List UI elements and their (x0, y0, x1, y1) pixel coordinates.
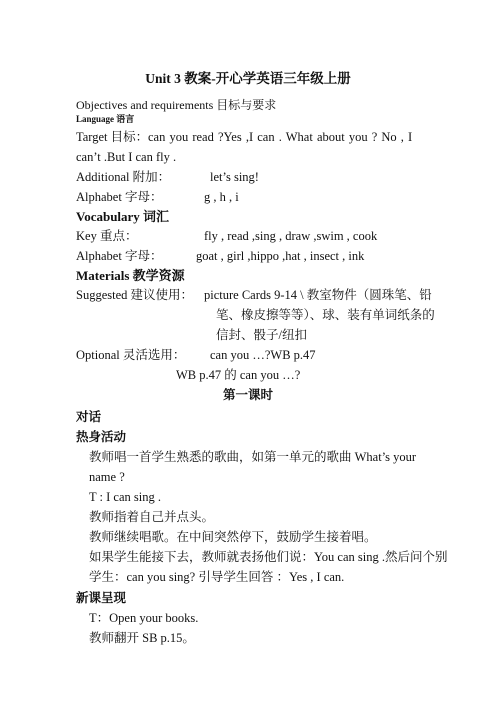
warmup-paragraph5-line2: 学生：can you sing? 引导学生回答 ：Yes , I can. (89, 570, 345, 584)
suggested-label: Suggested 建议使用： (76, 288, 194, 302)
key-value: fly , read ,sing , draw ,swim , cook (204, 229, 378, 243)
suggested-line3: 信封、骰子/纽扣 (216, 328, 307, 342)
warmup-heading: 热身活动 (76, 430, 127, 444)
warmup-paragraph2: T : I can sing . (89, 490, 161, 504)
optional-value: can you …?WB p.47 (210, 348, 316, 362)
alphabet-words-value: goat , girl ,hippo ,hat , insect , ink (196, 249, 365, 263)
objectives-line: Objectives and requirements 目标与要求 (76, 98, 277, 112)
alphabet-words-label: Alphabet 字母： (76, 249, 163, 263)
additional-label: Additional 附加： (76, 170, 171, 184)
warmup-paragraph1-line1: 教师唱一首学生熟悉的歌曲，如第一单元的歌曲 What’s your (89, 450, 417, 464)
wb-line: WB p.47 的 can you …? (176, 368, 301, 382)
dialogue-heading: 对话 (76, 410, 102, 424)
target-label: Target 目标： (76, 130, 149, 144)
new-lesson-paragraph2: 教师翻开 SB p.15。 (89, 631, 195, 645)
warmup-paragraph3: 教师指着自己并点头。 (89, 510, 215, 524)
key-label: Key 重点： (76, 229, 138, 243)
warmup-paragraph5-line1: 如果学生能接下去，教师就表扬他们说：You can sing .然后问个别 (89, 550, 448, 564)
new-lesson-paragraph1: T：Open your books. (89, 611, 199, 625)
suggested-line2: 笔、橡皮擦等等）、球、装有单词纸条的 (216, 308, 435, 322)
suggested-line1: picture Cards 9-14 \ 教室物件（圆珠笔、铅 (204, 288, 432, 302)
vocabulary-heading: Vocabulary 词汇 (76, 209, 170, 224)
alphabet-value: g , h , i (204, 190, 239, 204)
target-text-line2: can’t .But I can fly . (76, 150, 177, 164)
materials-heading: Materials 教学资源 (76, 268, 185, 283)
warmup-paragraph4: 教师继续唱歌。在中间突然停下，鼓励学生接着唱。 (89, 530, 377, 544)
language-heading: Language 语言 (76, 114, 135, 124)
target-text-line1: can you read ?Yes ,I can . What about you ? No , I (148, 130, 413, 144)
new-lesson-heading: 新课呈现 (76, 591, 127, 605)
warmup-paragraph1-line2: name ? (89, 470, 125, 484)
document-title: Unit 3 教案-开心学英语三年级上册 (145, 71, 351, 86)
additional-value: let’s sing! (210, 170, 259, 184)
optional-label: Optional 灵活选用： (76, 348, 186, 362)
alphabet-label: Alphabet 字母： (76, 190, 163, 204)
lesson-title: 第一课时 (222, 388, 273, 402)
